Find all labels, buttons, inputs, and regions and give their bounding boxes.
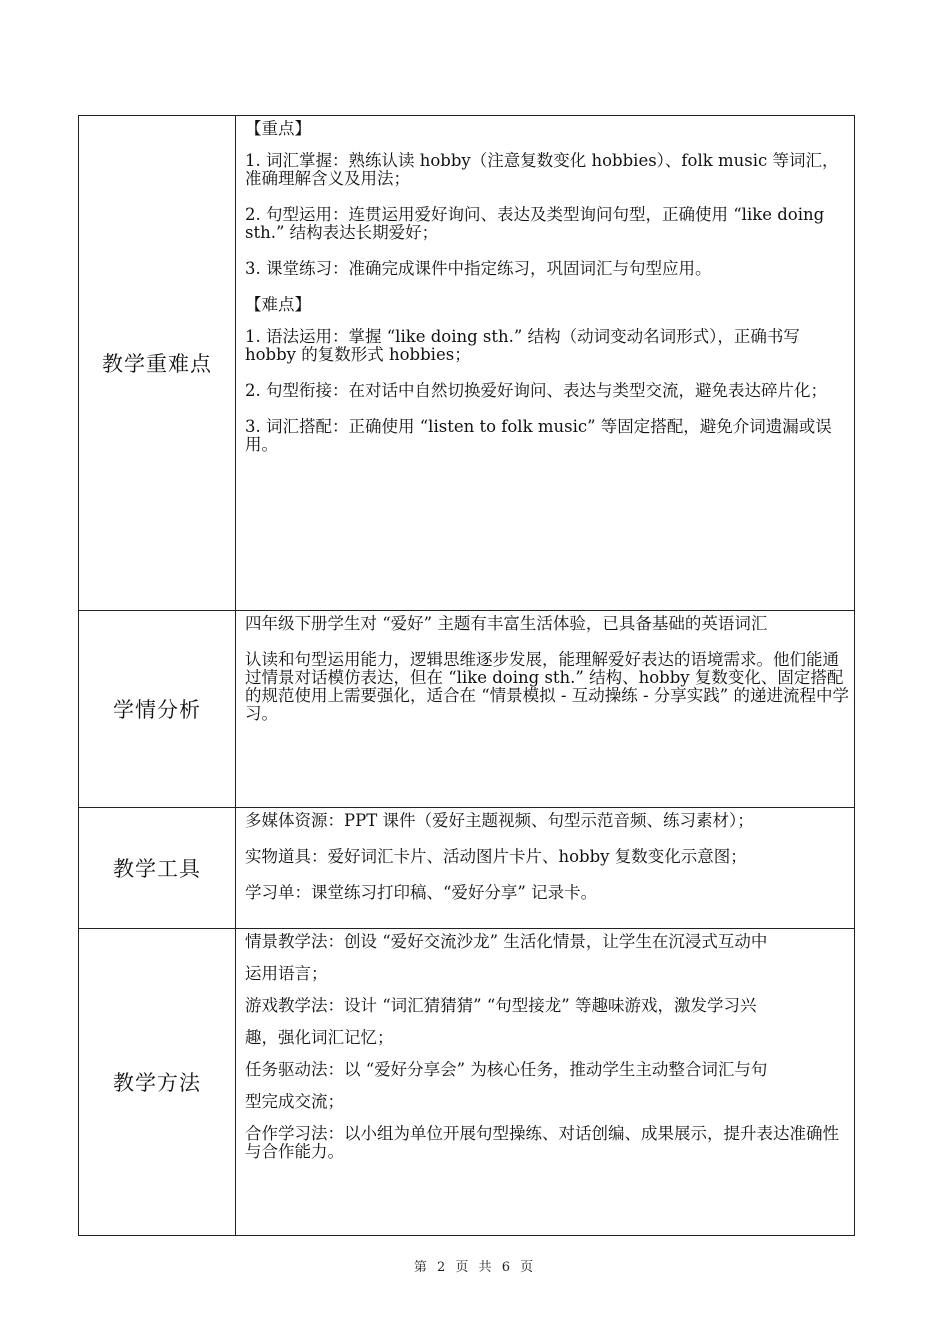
row-label: 教学工具	[79, 808, 236, 929]
section-heading-difficult: 【难点】	[245, 295, 311, 314]
paragraph: 任务驱动法：以 “爱好分享会” 为核心任务，推动学生主动整合词汇与句	[245, 1060, 768, 1079]
paragraph: 情景教学法：创设 “爱好交流沙龙” 生活化情景，让学生在沉浸式互动中	[245, 932, 768, 951]
paragraph: 合作学习法：以小组为单位开展句型操练、对话创编、成果展示，提升表达准确性与合作能力。	[245, 1124, 839, 1161]
paragraph: 多媒体资源：PPT 课件（爱好主题视频、句型示范音频、练习素材）；	[245, 811, 754, 830]
row-content	[236, 611, 855, 808]
paragraph: 趣，强化词汇记忆；	[245, 1028, 394, 1047]
list-item: 2. 句型运用：连贯运用爱好询问、表达及类型询问句型，正确使用 “like doing sth.” 结构表达长期爱好；	[245, 205, 825, 242]
list-item: 3. 课堂练习：准确完成课件中指定练习，巩固词汇与句型应用。	[245, 259, 712, 278]
list-item: 1. 语法运用：掌握 “like doing sth.” 结构（动词变动名词形式），正确书写 hobby 的复数形式 hobbies；	[245, 327, 800, 364]
paragraph: 学习单：课堂练习打印稿、“爱好分享” 记录卡。	[245, 883, 598, 902]
paragraph: 型完成交流；	[245, 1092, 344, 1111]
row-content	[236, 929, 855, 1236]
table-row	[79, 808, 855, 929]
row-content	[236, 808, 855, 929]
paragraph: 四年级下册学生对 “爱好” 主题有丰富生活体验，已具备基础的英语词汇	[245, 614, 768, 633]
table-row	[79, 929, 855, 1236]
row-content	[236, 116, 855, 611]
lesson-plan-table	[78, 115, 855, 1236]
paragraph: 游戏教学法：设计 “词汇猜猜猜” “句型接龙” 等趣味游戏，激发学习兴	[245, 996, 757, 1015]
list-item: 3. 词汇搭配：正确使用 “listen to folk music” 等固定搭配，避免介词遗漏或误用。	[245, 417, 832, 454]
page-footer: 第 2 页 共 6 页	[413, 1260, 537, 1275]
row-label: 教学重难点	[79, 116, 236, 611]
paragraph: 认读和句型运用能力，逻辑思维逐步发展，能理解爱好表达的语境需求。他们能通过情景对话模仿表达，但在 “like doing sth.” 结构、hobby 复数变化、固定搭配的规范使用上需要强化，适合在 “情景模拟 - 互动操练 - 分享实践” 的递进流程中学习。	[245, 650, 849, 723]
list-item: 1. 词汇掌握：熟练认读 hobby（注意复数变化 hobbies）、folk music 等词汇，准确理解含义及用法；	[245, 151, 839, 188]
table-row	[79, 116, 855, 611]
row-label: 教学方法	[79, 929, 236, 1236]
list-item: 2. 句型衔接：在对话中自然切换爱好询问、表达与类型交流，避免表达碎片化；	[245, 381, 827, 400]
paragraph: 实物道具：爱好词汇卡片、活动图片卡片、hobby 复数变化示意图；	[245, 847, 747, 866]
paragraph: 运用语言；	[245, 964, 328, 983]
section-heading-key: 【重点】	[245, 119, 311, 138]
row-label: 学情分析	[79, 611, 236, 808]
table-row	[79, 611, 855, 808]
